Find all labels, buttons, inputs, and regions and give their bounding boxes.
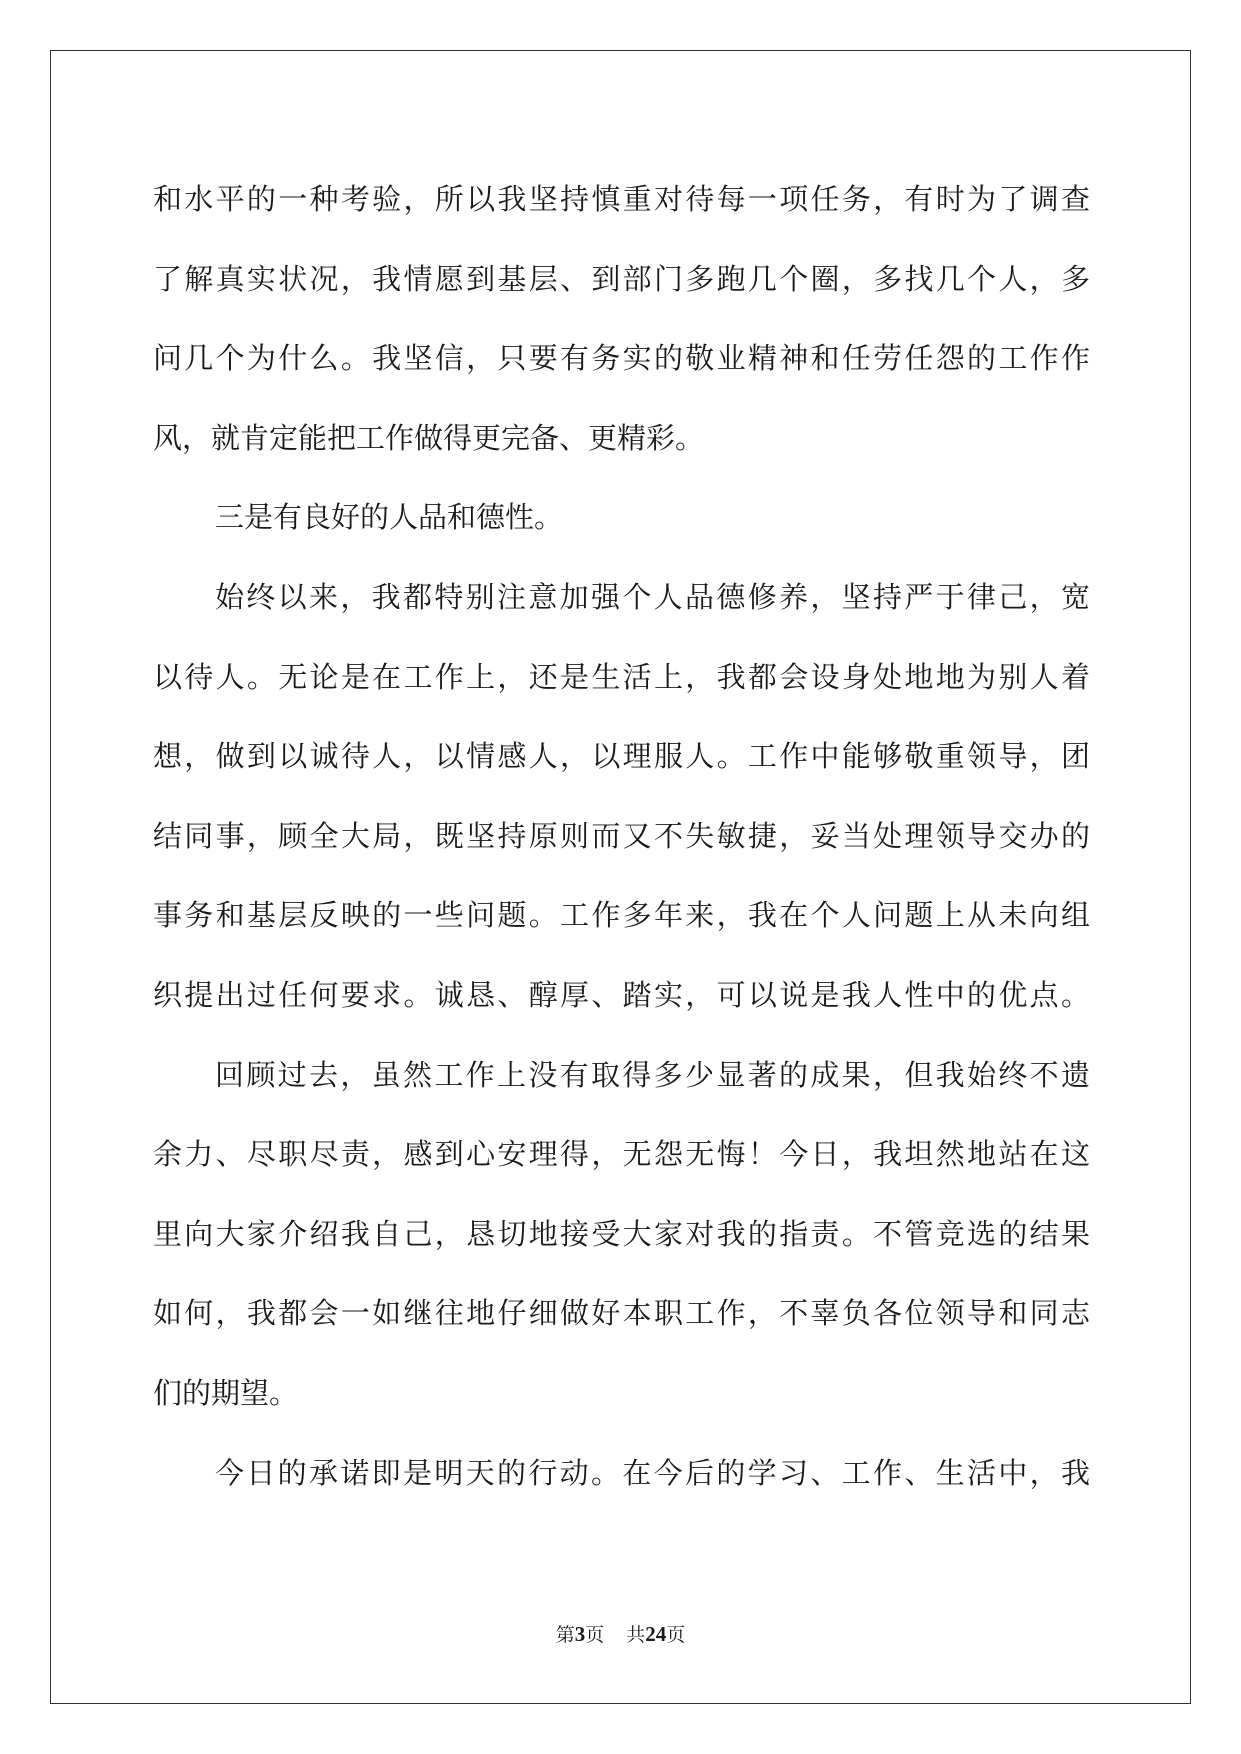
document-body [153, 160, 1090, 1513]
page-footer [0, 1622, 1241, 1647]
text-line: 问几个为什么。我坚信，只要有务实的敬业精神和任劳任怨的工作作 [153, 341, 1090, 376]
text-line: 和水平的一种考验，所以我坚持慎重对待每一项任务，有时为了调查 [153, 182, 1090, 216]
text-line: 风，就肯定能把工作做得更完备、更精彩。 [153, 420, 705, 455]
page-prefix: 第 [555, 1624, 575, 1646]
text-line: 想，做到以诚待人，以情感人，以理服人。工作中能够敬重领导，团 [153, 739, 1090, 774]
text-line: 回顾过去，虽然工作上没有取得多少显著的成果，但我始终不遗 [215, 1057, 1090, 1092]
text-line: 结同事，顾全大局，既坚持原则而又不失敏捷，妥当处理领导交办的 [153, 818, 1090, 853]
total-suffix: 页 [666, 1624, 686, 1646]
text-line: 里向大家介绍我自己，恳切地接受大家对我的指责。不管竞选的结果 [153, 1216, 1090, 1251]
text-line: 余力、尽职尽责，感到心安理得，无怨无悔！今日，我坦然地站在这 [153, 1137, 1090, 1172]
page-number: 3 [574, 1622, 586, 1646]
text-line: 了解真实状况，我情愿到基层、到部门多跑几个圈，多找几个人，多 [153, 261, 1090, 296]
text-line: 今日的承诺即是明天的行动。在今后的学习、工作、生活中，我 [215, 1455, 1090, 1490]
text-line: 以待人。无论是在工作上，还是生活上，我都会设身处地地为别人着 [153, 659, 1090, 694]
text-line: 始终以来，我都特别注意加强个人品德修养，坚持严于律己，宽 [215, 579, 1090, 614]
text-line: 事务和基层反映的一些问题。工作多年来，我在个人问题上从未向组 [153, 898, 1090, 933]
text-line: 织提出过任何要求。诚恳、醇厚、踏实，可以说是我人性中的优点。 [153, 977, 1090, 1012]
text-line: 们的期望。 [153, 1375, 299, 1410]
text-line: 如何，我都会一如继往地仔细做好本职工作，不辜负各位领导和同志 [153, 1296, 1090, 1331]
section-heading: 三是有良好的人品和德性。 [215, 500, 564, 535]
total-pages: 24 [645, 1622, 667, 1646]
total-prefix: 共 [626, 1624, 646, 1646]
page-suffix: 页 [585, 1624, 605, 1646]
